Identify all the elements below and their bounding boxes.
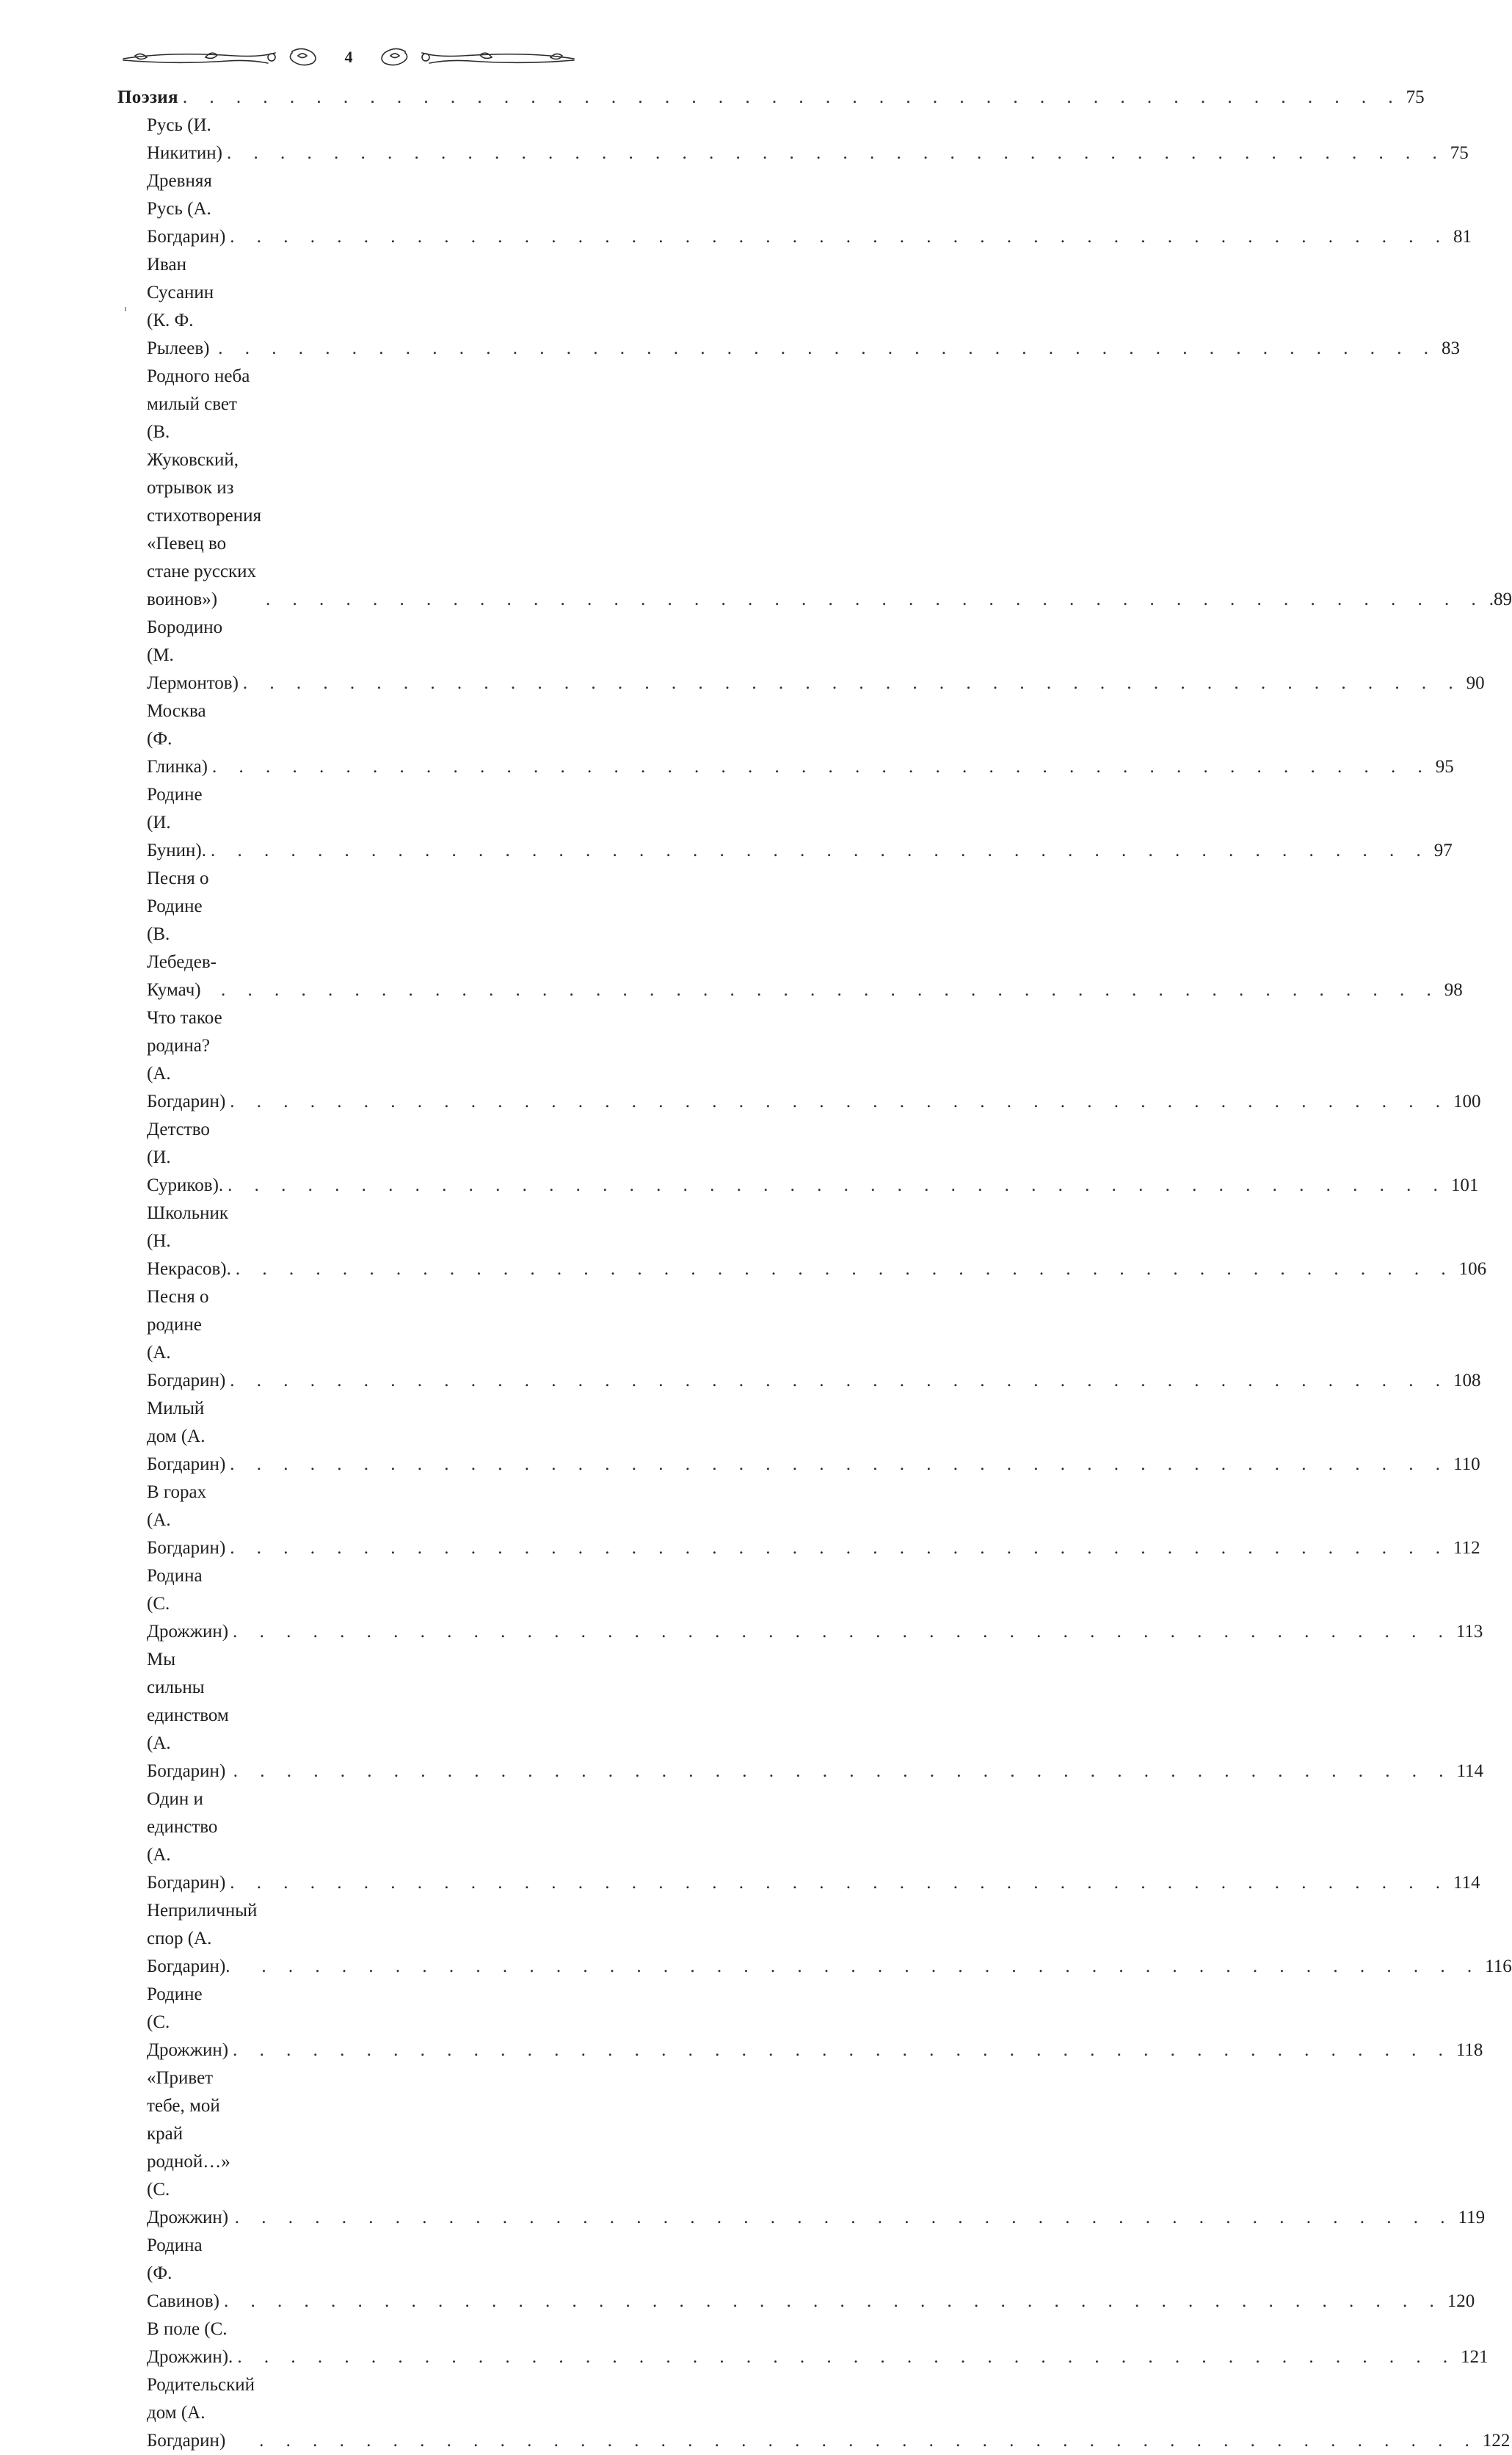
toc-entry — [147, 2316, 1489, 2371]
dot-leader: . . . . . . . . . . . . . . . . . . . . . . . . . . . . . . . . . . . . . . . . . . . . . . — [266, 590, 1485, 609]
toc-entry — [147, 697, 1454, 781]
toc-entry — [147, 781, 1453, 865]
toc-entry — [147, 1116, 1479, 1200]
toc-entry-page-number: 112 — [1453, 1538, 1480, 1558]
toc-entry-page-number: 116 — [1485, 1957, 1512, 1976]
dot-leader: . . . . . . . . . . . . . . . . . . . . . . . . . . . . . . . . . . . . . . . . . . . . . . — [182, 87, 1402, 107]
toc-entry-page-number: 122 — [1482, 2431, 1511, 2451]
dot-leader: . . . . . . . . . . . . . . . . . . . . . . . . . . . . . . . . . . . . . . . . . . . . . . — [230, 227, 1449, 247]
dot-leader: . . . . . . . . . . . . . . . . . . . . . . . . . . . . . . . . . . . . . . . . . . . . . . — [210, 841, 1430, 860]
toc-entry — [147, 1897, 1512, 1981]
toc-entry-title: Родного неба милый свет (В. Жуковский, отрывок из стихотворения «Певец во стане русских воинов») — [147, 366, 262, 609]
toc-entry — [147, 251, 1460, 363]
toc-entries — [117, 112, 1512, 2455]
dot-leader: . . . . . . . . . . . . . . . . . . . . . . . . . . . . . . . . . . . . . . . . . . . . . . — [218, 338, 1437, 358]
toc-entry-page-number: 75 — [1450, 143, 1469, 163]
toc-entry — [147, 1981, 1483, 2064]
toc-entry — [147, 112, 1469, 167]
table-of-contents — [117, 84, 1512, 2455]
dot-leader: . . . . . . . . . . . . . . . . . . . . . . . . . . . . . . . . . . . . . . . . . . . . . . — [223, 2291, 1443, 2311]
page-header — [117, 35, 580, 79]
section-page-number: 75 — [1406, 87, 1425, 107]
toc-entry-title: Мы сильны единством (А. Богдарин) — [147, 1650, 229, 1781]
toc-entry-page-number: 118 — [1455, 2040, 1483, 2060]
toc-entry-title: Неприличный спор (А. Богдарин). — [147, 1901, 258, 1976]
toc-entry-page-number: .89 — [1489, 590, 1512, 609]
dot-leader: . . . . . . . . . . . . . . . . . . . . . . . . . . . . . . . . . . . . . . . . . . . . . . — [212, 757, 1431, 777]
dot-leader: . . . . . . . . . . . . . . . . . . . . . . . . . . . . . . . . . . . . . . . . . . . . . . — [230, 1538, 1449, 1558]
toc-entry-title: Детство (И. Суриков). — [147, 1120, 224, 1195]
toc-entry-page-number: 114 — [1453, 1873, 1480, 1893]
toc-entry — [147, 1395, 1480, 1479]
toc-entry-title: Милый дом (А. Богдарин) — [147, 1399, 226, 1474]
toc-entry — [147, 865, 1463, 1004]
toc-entry — [147, 614, 1485, 697]
toc-entry-page-number: 97 — [1433, 841, 1453, 860]
toc-entry-title: Родине (С. Дрожжин) — [147, 1984, 229, 2060]
toc-entry-title: Иван Сусанин (К. Ф. Рылеев) — [147, 255, 214, 358]
toc-entry-page-number: 95 — [1435, 757, 1454, 777]
dot-leader: . . . . . . . . . . . . . . . . . . . . . . . . . . . . . . . . . . . . . . . . . . . . . . — [261, 1957, 1481, 1976]
toc-entry-title: Песня о Родине (В. Лебедев-Кумач) — [147, 869, 217, 1000]
toc-entry-title: Русь (И. Никитин) — [147, 115, 222, 163]
toc-section-heading — [117, 84, 1425, 112]
dot-leader: . . . . . . . . . . . . . . . . . . . . . . . . . . . . . . . . . . . . . . . . . . . . . . — [234, 2208, 1454, 2227]
toc-entry — [147, 1562, 1483, 1646]
toc-entry — [147, 167, 1472, 251]
dot-leader: . . . . . . . . . . . . . . . . . . . . . . . . . . . . . . . . . . . . . . . . . . . . . . — [230, 1454, 1450, 1474]
toc-entry — [147, 2064, 1486, 2232]
toc-entry-page-number: 83 — [1441, 338, 1460, 358]
toc-entry-page-number: 119 — [1458, 2208, 1486, 2227]
toc-entry-title: Родительский дом (А. Богдарин) — [147, 2375, 255, 2451]
toc-entry — [147, 2371, 1511, 2455]
toc-entry — [147, 1479, 1480, 1562]
toc-entry-title: Древняя Русь (А. Богдарин) — [147, 171, 226, 247]
toc-entry-title: Москва (Ф. Глинка) — [147, 701, 208, 777]
toc-entry-page-number: 121 — [1461, 2347, 1489, 2367]
toc-entry-title: «Привет тебе, мой край родной…» (С. Дрожжин) — [147, 2068, 230, 2227]
toc-entry-page-number: 101 — [1450, 1175, 1479, 1195]
toc-entry-page-number: 108 — [1453, 1371, 1481, 1390]
toc-entry-page-number: 120 — [1447, 2291, 1475, 2311]
dot-leader: . . . . . . . . . . . . . . . . . . . . . . . . . . . . . . . . . . . . . . . . . . . . . . — [233, 2040, 1452, 2060]
toc-entry-title: Школьник (Н. Некрасов). — [147, 1203, 231, 1279]
dot-leader: . . . . . . . . . . . . . . . . . . . . . . . . . . . . . . . . . . . . . . . . . . . . . . — [242, 673, 1462, 693]
dot-leader: . . . . . . . . . . . . . . . . . . . . . . . . . . . . . . . . . . . . . . . . . . . . . . — [230, 1092, 1450, 1112]
toc-entry — [147, 363, 1512, 614]
toc-entry-page-number: 90 — [1466, 673, 1485, 693]
toc-entry — [147, 1283, 1481, 1395]
toc-entry — [147, 1004, 1481, 1116]
toc-entry-page-number: 98 — [1444, 980, 1463, 1000]
toc-entry-title: В горах (А. Богдарин) — [147, 1482, 226, 1558]
dot-leader: . . . . . . . . . . . . . . . . . . . . . . . . . . . . . . . . . . . . . . . . . . . . . . — [230, 1371, 1450, 1390]
toc-entry-title: Бородино (М. Лермонтов) — [147, 617, 239, 693]
dot-leader: . . . . . . . . . . . . . . . . . . . . . . . . . . . . . . . . . . . . . . . . . . . . . . — [233, 1761, 1453, 1781]
toc-entry-title: Один и единство (А. Богдарин) — [147, 1789, 226, 1893]
toc-entry-page-number: 106 — [1458, 1259, 1487, 1279]
toc-entry-title: В поле (С. Дрожжин). — [147, 2319, 233, 2367]
toc-entry-page-number: 114 — [1456, 1761, 1484, 1781]
toc-entry — [147, 2232, 1475, 2316]
toc-entry — [147, 1785, 1480, 1897]
toc-entry-title: Родина (Ф. Савинов) — [147, 2235, 219, 2311]
dot-leader: . . . . . . . . . . . . . . . . . . . . . . . . . . . . . . . . . . . . . . . . . . . . . . — [226, 143, 1446, 163]
dot-leader: . . . . . . . . . . . . . . . . . . . . . . . . . . . . . . . . . . . . . . . . . . . . . . — [228, 1175, 1447, 1195]
section-title: Поэзия — [117, 87, 178, 107]
dot-leader: . . . . . . . . . . . . . . . . . . . . . . . . . . . . . . . . . . . . . . . . . . . . . . — [259, 2431, 1478, 2451]
toc-entry-page-number: 110 — [1453, 1454, 1480, 1474]
toc-entry — [147, 1646, 1484, 1785]
toc-entry-page-number: 100 — [1453, 1092, 1481, 1112]
toc-entry — [147, 1200, 1487, 1283]
toc-entry-page-number: 113 — [1455, 1622, 1483, 1642]
dot-leader: . . . . . . . . . . . . . . . . . . . . . . . . . . . . . . . . . . . . . . . . . . . . . . — [230, 1873, 1450, 1893]
dot-leader: . . . . . . . . . . . . . . . . . . . . . . . . . . . . . . . . . . . . . . . . . . . . . . — [237, 2347, 1457, 2367]
toc-entry-title: Что такое родина? (А. Богдарин) — [147, 1008, 226, 1112]
toc-entry-title: Песня о родине (А. Богдарин) — [147, 1287, 226, 1390]
toc-entry-title: Родине (И. Бунин). — [147, 785, 206, 860]
page-number: 4 — [344, 48, 353, 66]
toc-entry-page-number: 81 — [1453, 227, 1472, 247]
dot-leader: . . . . . . . . . . . . . . . . . . . . . . . . . . . . . . . . . . . . . . . . . . . . . . — [220, 980, 1440, 1000]
dot-leader: . . . . . . . . . . . . . . . . . . . . . . . . . . . . . . . . . . . . . . . . . . . . . . — [235, 1259, 1455, 1279]
dot-leader: . . . . . . . . . . . . . . . . . . . . . . . . . . . . . . . . . . . . . . . . . . . . . . — [233, 1622, 1452, 1642]
toc-entry-title: Родина (С. Дрожжин) — [147, 1566, 229, 1642]
